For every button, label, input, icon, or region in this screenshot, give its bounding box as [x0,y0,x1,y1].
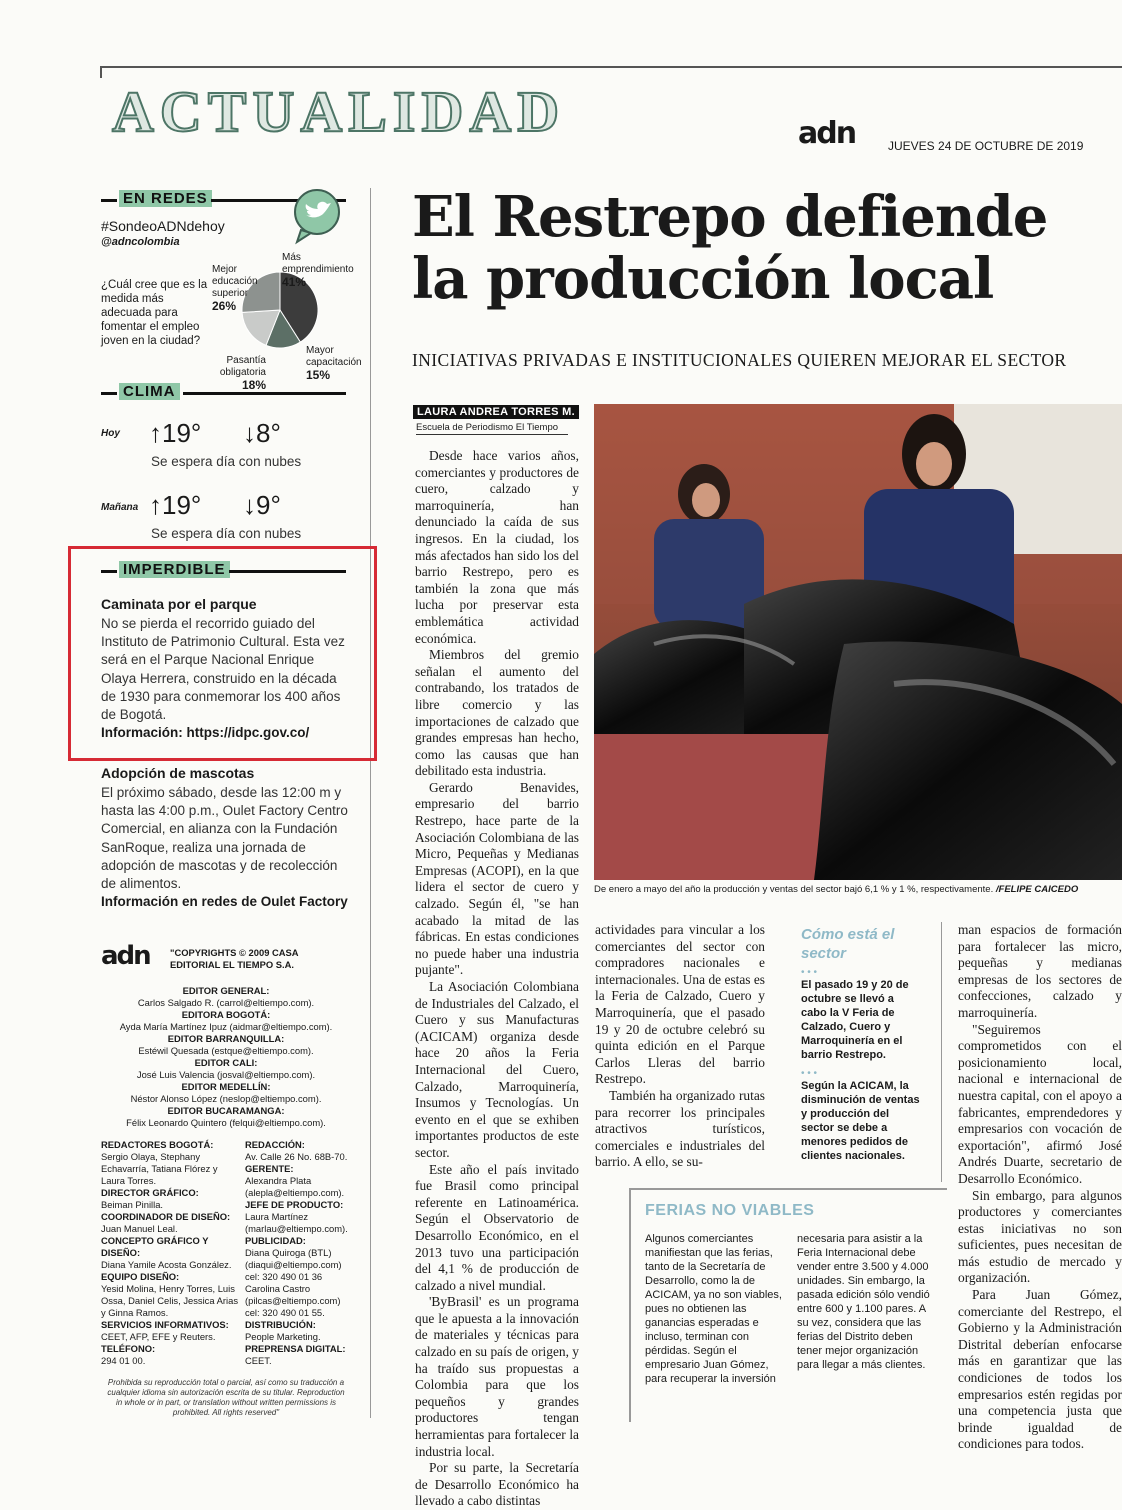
article-subhead: INICIATIVAS PRIVADAS E INSTITUCIONALES QUIEREN MEJORAR EL SECTOR [412,350,1067,370]
credit-name: Beiman Pinilla. [101,1199,164,1210]
poll-value: 41% [282,275,307,289]
col4-paragraph: Sin embargo, para algunos productores y comerciantes estas iniciativas no son suficientes, pues necesitan de más estudio de mercado y organización. [958,1187,1122,1286]
credit-role: PUBLICIDAD: [245,1235,306,1246]
credit-name: Yesid Molina, Henry Torres, Luis Ossa, Daniel Celis, Jessica Arias y Ginna Ramos. [101,1283,239,1318]
credit-name: Av. Calle 26 No. 68B-70. [245,1151,348,1162]
poll-hashtag: #SondeoADNdehoy [101,218,225,234]
event-item [101,595,351,742]
weather-day: Mañana [101,502,139,513]
col1-paragraph: Por su parte, la Secretaría de Desarrollo Económico ha llevado a cabo distintas [415,1460,579,1509]
byline-org: Escuela de Periodismo El Tiempo [416,422,568,435]
ferias-col-1: Algunos comerciantes manifiestan que las ferias, tanto de la Secretaría de Desarrollo, como la de ACICAM, ya no son viables, pues no obtienen las ganancias esperadas e incluso, terminan con pérdidas. Según el empresario Juan Gómez, para recuperar la inversión [645,1233,782,1385]
col2-paragraph: También ha organizado rutas para recorrer los principales atractivos turísticos, comerciales e industriales del barrio. A ello, se su- [595,1087,765,1170]
col4-paragraph: man espacios de formación para fortalecer las micro, pequeñas y medianas empresas de los sectores de confecciones, calzado y marroquinería. [958,922,1122,1020]
sector-box [801,925,921,1163]
poll-label: Mayor capacitación [306,345,362,368]
event-title: Adopción de mascotas [101,765,255,781]
editor-name: Ayda María Martínez Ipuz (aidmar@eltiempo.com). [119,1021,333,1032]
masthead-disclaimer: Prohibida su reproducción total o parcial, así como su traducción a cualquier idioma sin autorización escrita de su titular. Reproduction in whole or in part, or translation without written permissions is prohibited. All rights reserved" [107,1378,345,1417]
poll-question: ¿Cuál cree que es la medida más adecuada para fomentar el empleo joven en la ciudad? [101,279,208,347]
editor-role: EDITORA BOGOTÁ: [181,1009,271,1020]
poll-label: Mejor educación superior [212,264,258,299]
col1-paragraph: Este año el país invitado fue Brasil como principal referente en Latinoamérica. Según el Observatorio de Desarrollo Económico, en el 2013 tuvo una participación del 4,1 % de producción de calzado a nivel mundial. [415,1161,579,1293]
credit-name: Diana Yamile Acosta González. [101,1259,232,1270]
sidebar-divider [370,188,371,1418]
credit-name: Alexandra Plata (alepla@eltiempo.com). [245,1175,345,1198]
editor-role: EDITOR MEDELLÍN: [181,1081,271,1092]
poll-label-emprendimiento [282,252,362,290]
col1-paragraph: 'ByBrasil' es un programa que le apuesta a la innovación de materiales y técnicas para calzado en su país de origen, y ha traído sus propuestas a Colombia para que los pequeños y grandes productores tengan herramientas para fortalecer la industria local. [415,1294,579,1459]
editor-role: EDITOR BARRANQUILLA: [167,1033,285,1044]
poll-label: Pasantía obligatoria [219,355,266,378]
editor-role: EDITOR GENERAL: [182,985,270,996]
weather-high: ↑19° [149,418,202,448]
ferias-title: FERIAS NO VIABLES [645,1202,815,1219]
en-redes-label: EN REDES [119,190,212,207]
weather-today [101,418,351,478]
weather-high: ↑19° [149,490,202,520]
editor-role: EDITOR BUCARAMANGA: [167,1105,285,1116]
masthead-logo: adn [101,941,150,971]
weather-day: Hoy [101,428,120,439]
clima-label: CLIMA [119,383,180,400]
article-column-4 [958,922,1122,1452]
credit-role: GERENTE: [245,1163,294,1174]
editor-name: Estéwil Quesada (estque@eltiempo.com). [138,1045,314,1056]
sector-item: El pasado 19 y 20 de octubre se llevó a cabo la V Feria de Calzado, Cuero y Marroquinería en el barrio Restrepo. [801,979,909,1061]
credit-role: PREPRENSA DIGITAL: [245,1343,346,1354]
sector-item: Según la ACICAM, la disminución de ventas y producción del sector se debe a menores pedidos de clientes nacionales. [801,1080,920,1162]
masthead-right-col [245,1139,355,1367]
poll-value: 15% [306,368,331,382]
weather-desc: Se espera día con nubes [151,454,302,469]
caption-text: De enero a mayo del año la producción y ventas del sector bajó 6,1 % y 1 %, respectivamente. [594,884,994,895]
poll-handle: @adncolombia [101,236,180,248]
top-rule-tick [100,66,102,78]
credit-name: 294 01 00. [101,1355,146,1366]
event-body: No se pierda el recorrido guiado del Instituto de Patrimonio Cultural. Esta vez será en el Parque Nacional Enrique Olaya Herrera, construido en la década de 1930 para conmemorar los 400 años de Bogotá. [101,616,345,723]
col4-paragraph: Para Juan Gómez, comerciante del Restrepo, el Gobierno y la Administración Distrital deberían enfocarse más en garantizar que las condiciones de todos los empresarios estén regidas por una competencia justa que brinde igualdad de condiciones para todos. [958,1287,1122,1452]
masthead-left-col [101,1139,241,1367]
sector-dots: • • • [801,967,818,978]
col1-paragraph: Desde hace varios años, comerciantes y productores de cuero, calzado y marroquinería, han denunciado la caída de sus ingresos. En la ciudad, los más afectados han sido los del barrio Restrepo, pero es también la zona que más lucha por preservar esta emblemática actividad económica. [415,448,579,646]
weather-desc: Se espera día con nubes [151,526,302,541]
editor-name: José Luis Valencia (josval@eltiempo.com). [136,1069,316,1080]
sector-box-divider [941,922,942,1182]
sector-dots: • • • [801,1068,818,1079]
byline: LAURA ANDREA TORRES M. [413,405,579,419]
credit-role: COORDINADOR DE DISEÑO: [101,1211,231,1222]
section-title: ACTUALIDAD [112,79,566,144]
credit-role: CONCEPTO GRÁFICO Y DISEÑO: [101,1235,209,1258]
col2-paragraph: actividades para vincular a los comerciantes del sector con compradores nacionales e internacionales. Una de estas es la Feria de Calzado, Cuero y Marroquinería, que el pasado 19 y 20 de octubre celebró su quinta edición en el Parque Carlos Lleras del barrio Restrepo. [595,922,765,1087]
editor-role: EDITOR CALI: [194,1057,258,1068]
weather-low: ↓8° [243,418,281,448]
ferias-box [629,1188,947,1422]
col1-paragraph: Miembros del gremio señalan el aumento del contrabando, los tratados de libre comercio y las importaciones de calzado que grandes empresas han hecho, como las causas que han debilitado esta industria. [415,647,579,779]
article-headline: El Restrepo defiende la producción local [412,184,1048,312]
credit-role: REDACTORES BOGOTÁ: [101,1139,214,1150]
weather-tomorrow [101,490,351,550]
credit-name: Diana Quiroga (BTL) (diaqui@eltiempo.com) cel: 320 490 01 36 Carolina Castro (pilcas@eltiempo.com) cel: 320 490 01 55. [245,1247,342,1318]
sector-box-title: Cómo está el sector [801,926,895,962]
credit-name: Juan Manuel Leal. [101,1223,178,1234]
event-title: Caminata por el parque [101,596,257,612]
poll-label: Más emprendimiento [282,252,354,275]
credit-role: EQUIPO DISEÑO: [101,1271,180,1282]
credit-role: JEFE DE PRODUCTO: [245,1199,344,1210]
col1-paragraph: La Asociación Colombiana de Industriales del Calzado, el Cuero y sus Manufacturas (ACICAM) organiza desde hace 20 años la Feria Internacional del Cuero, Calzado, Marroquinería, Insumos y Tecnologías. Un evento en el que se exhiben importantes productos de este sector. [415,979,579,1160]
poll-label-mejor-educacion [212,264,270,314]
credit-name: CEET. [245,1355,272,1366]
event-body: El próximo sábado, desde las 12:00 m y hasta las 4:00 p.m., Oulet Factory Centro Comercial, en alianza con la Fundación SanRoque, realiza una jornada de adopción de mascotas y de recolección de alimentos. [101,785,348,892]
issue-date: JUEVES 24 DE OCTUBRE DE 2019 [888,139,1084,153]
col1-paragraph: Gerardo Benavides, empresario del barrio Restrepo, hace parte de la Asociación Colombiana de las Micro, Pequeñas y Medianas Empresas (ACOPI), en la que lidera el sector de cuero y calzado. Según él, "se han acabado la mitad de las fábricas. En estas condiciones no puede haber una industria pujante". [415,779,579,978]
col4-paragraph: "Seguiremos comprometidos con el posicionamiento local, nacional e internacional de nuestra capital, con el apoyo a fabricantes, emprendedores y empresarios con vocación de exportación", afirmó José Andrés Duarte, secretario de Desarrollo Económico. [958,1021,1122,1186]
credit-role: SERVICIOS INFORMATIVOS: [101,1319,229,1330]
credit-role: DIRECTOR GRÁFICO: [101,1187,199,1198]
event-item [101,764,351,911]
adn-logo: adn [798,116,856,151]
credit-name: People Marketing. [245,1331,321,1342]
imperdible-label: IMPERDIBLE [119,561,230,578]
masthead-copyright: "COPYRIGHTS © 2009 CASA EDITORIAL EL TIEMPO S.A. [170,947,299,970]
credit-name: CEET, AFP, EFE y Reuters. [101,1331,216,1342]
poll-value: 18% [241,378,266,392]
photo-credit: /FELIPE CAICEDO [995,884,1079,895]
editor-name: Félix Leonardo Quintero (felqui@eltiempo.com). [126,1117,326,1128]
twitter-bird-icon [287,186,347,246]
masthead-editors [101,985,351,1129]
poll-label-pasantia [180,355,266,393]
article-column-1 [415,448,579,1509]
credit-role: DISTRIBUCIÓN: [245,1319,316,1330]
photo-caption [594,884,1122,895]
event-info-link[interactable]: Información: https://idpc.gov.co/ [101,725,310,741]
credit-name: Laura Martínez (marlau@eltiempo.com). [245,1211,348,1234]
weather-low: ↓9° [243,490,281,520]
credit-name: Sergio Olaya, Stephany Echavarría, Tatiana Flórez y Laura Torres. [101,1151,218,1186]
article-column-2 [595,922,765,1170]
credit-role: REDACCIÓN: [245,1139,305,1150]
poll-value: 26% [212,299,237,313]
editor-name: Néstor Alonso López (neslop@eltiempo.com). [130,1093,322,1104]
ferias-col-2: necesaria para asistir a la Feria Internacional debe vender entre 3.500 y 4.000 unidades. Sin embargo, la pasada edición sólo vendió entre 600 y 1.100 pares. A su vez, considera que las ferias del Distrito deben tener mejor organización para llegar a más clientes. [797,1233,930,1371]
event-info: Información en redes de Oulet Factory [101,894,348,910]
top-rule [100,66,1122,68]
poll-label-capacitacion [306,345,366,383]
editor-name: Carlos Salgado R. (carrol@eltiempo.com). [137,997,315,1008]
credit-role: TELÉFONO: [101,1343,156,1354]
article-photo [594,404,1122,880]
